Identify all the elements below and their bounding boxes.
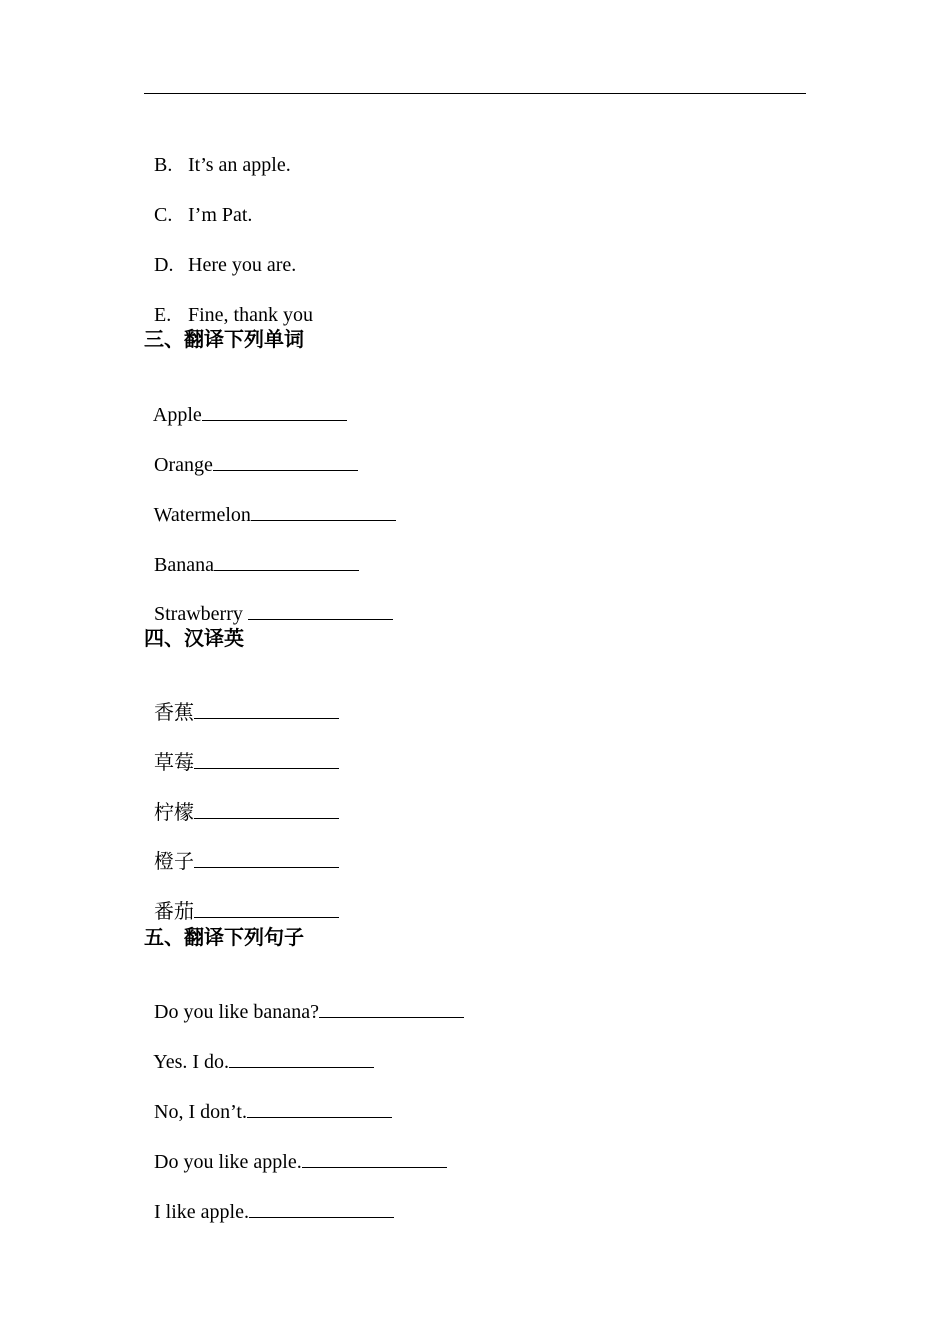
- option-letter: D.: [154, 254, 174, 276]
- sentence-item: [144, 1025, 374, 1074]
- answer-blank[interactable]: [194, 800, 339, 819]
- sentence-label: I like apple.: [154, 1201, 249, 1223]
- answer-blank[interactable]: [194, 849, 339, 868]
- sentence-item: [144, 1125, 447, 1174]
- word-item-watermelon: [144, 478, 396, 527]
- option-c: [144, 179, 252, 227]
- word-item-orange: [144, 428, 358, 477]
- cn-item-orange: [144, 825, 339, 874]
- answer-blank[interactable]: [319, 999, 464, 1018]
- cn-item-strawberry: [144, 726, 339, 775]
- option-letter: C.: [154, 204, 173, 226]
- word-label: Orange: [154, 454, 213, 476]
- answer-blank[interactable]: [249, 1199, 394, 1218]
- option-text: Fine, thank you: [188, 304, 313, 326]
- cn-item-lemon: [144, 776, 339, 825]
- answer-blank[interactable]: [194, 899, 339, 918]
- answer-blank[interactable]: [214, 552, 359, 571]
- answer-blank[interactable]: [194, 750, 339, 769]
- option-d: [144, 229, 296, 277]
- sentence-label: Do you like apple.: [154, 1151, 302, 1173]
- option-letter: B.: [154, 154, 173, 176]
- sentence-item: [144, 975, 464, 1024]
- section5-heading: 五、翻译下列句子: [144, 925, 304, 949]
- option-text: I’m Pat.: [188, 204, 253, 226]
- option-text: It’s an apple.: [188, 154, 291, 176]
- answer-blank[interactable]: [229, 1049, 374, 1068]
- sentence-item: [144, 1175, 394, 1224]
- answer-blank[interactable]: [194, 700, 339, 719]
- word-label: 柠檬: [154, 802, 194, 824]
- word-label: 草莓: [154, 752, 194, 774]
- option-letter: E.: [154, 304, 172, 326]
- answer-blank[interactable]: [302, 1149, 447, 1168]
- option-e: [144, 279, 313, 327]
- word-item-apple: [144, 378, 347, 427]
- answer-blank[interactable]: [248, 601, 393, 620]
- answer-blank[interactable]: [251, 502, 396, 521]
- section4-heading: 四、汉译英: [144, 626, 244, 650]
- answer-blank[interactable]: [202, 402, 347, 421]
- word-label: 橙子: [154, 851, 194, 873]
- sentence-label: No, I don’t.: [154, 1101, 247, 1123]
- word-item-strawberry: [144, 577, 393, 626]
- answer-blank[interactable]: [247, 1099, 392, 1118]
- word-label: 番茄: [154, 901, 194, 923]
- sentence-label: Do you like banana?: [154, 1001, 319, 1023]
- answer-blank[interactable]: [213, 452, 358, 471]
- option-text: Here you are.: [188, 254, 297, 276]
- word-label: 香蕉: [154, 702, 194, 724]
- header-rule: [144, 93, 806, 94]
- word-label: Strawberry: [154, 603, 248, 625]
- section3-heading: 三、翻译下列单词: [144, 327, 304, 351]
- sentence-item: [144, 1075, 392, 1124]
- option-b: [144, 129, 291, 177]
- word-label: Banana: [154, 554, 214, 576]
- cn-item-banana: [144, 676, 339, 725]
- word-label: Watermelon: [153, 504, 251, 526]
- word-item-banana: [144, 528, 359, 577]
- word-label: Apple: [152, 404, 202, 426]
- cn-item-tomato: [144, 875, 339, 924]
- sentence-label: Yes. I do.: [153, 1051, 230, 1073]
